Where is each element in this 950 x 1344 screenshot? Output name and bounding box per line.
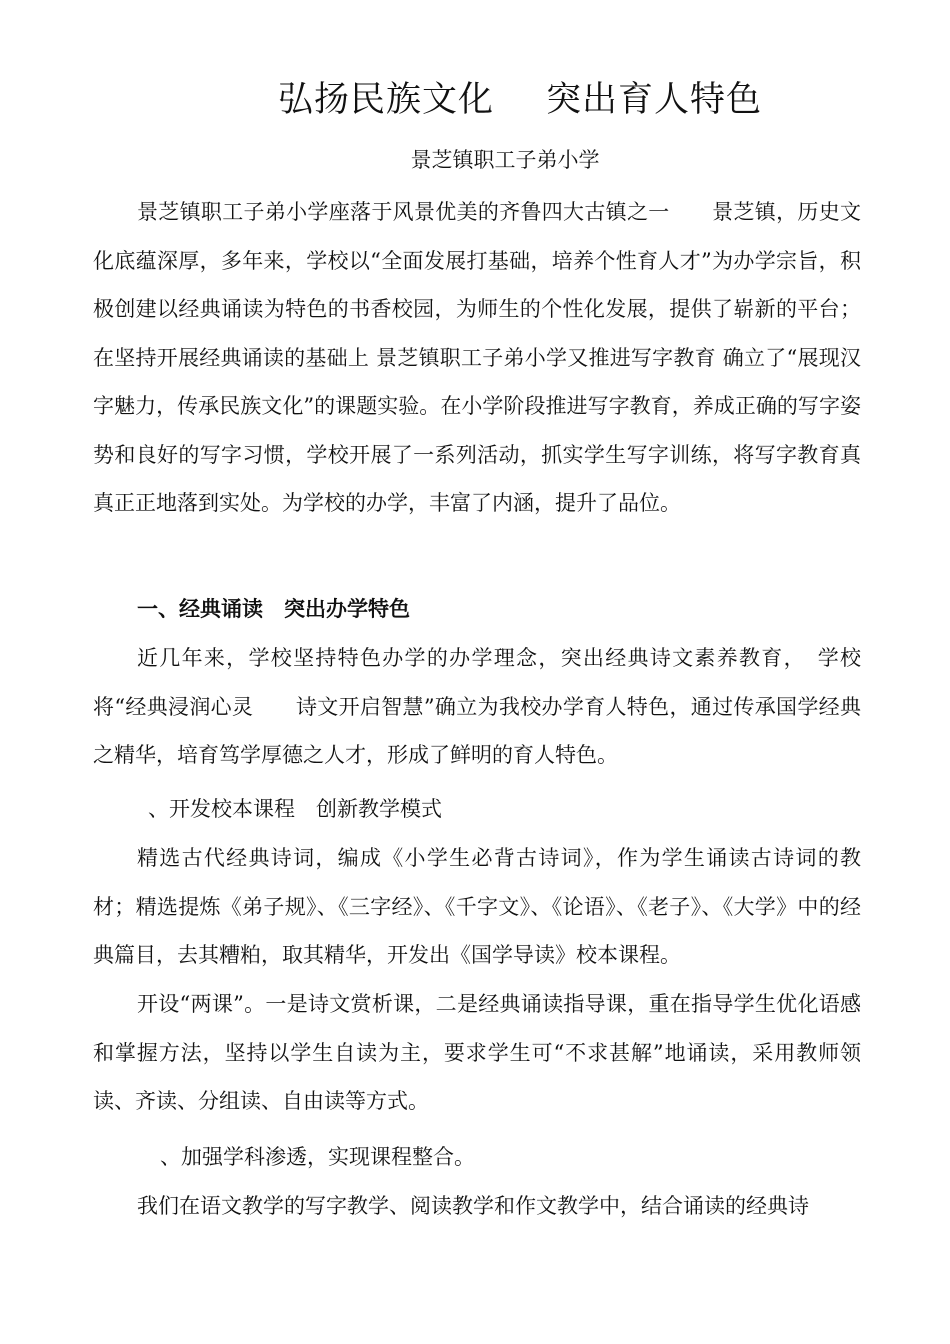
subsection-2-paragraph: 我们在语文教学的写字教学、阅读教学和作文教学中，结合诵读的经典诗 (137, 1194, 809, 1218)
subsection-1-paragraph-2: 开设“两课”。一是诗文赏析课，二是经典诵读指导课，重在指导学生优化语感和掌握方法，坚持以学生自读为主，要求学生可“不求甚解”地诵读，采用教师领读、齐读、分组读、自由读等方式。 (93, 992, 861, 1113)
document-subtitle: 景芝镇职工子弟小学 (410, 148, 600, 172)
subsection-1-heading: 、开发校本课程 创新教学模式 (148, 797, 442, 821)
title-part-2: 突出育人特色 (546, 80, 763, 120)
intro-paragraph: 景芝镇职工子弟小学座落于风景优美的齐鲁四大古镇之一 景芝镇，历史文化底蕴深厚，多年来，学校以“全面发展打基础，培养个性育人才”为办学宗旨，积极创建以经典诵读为特色的书香校园，为师生的个性化发展，提供了崭新的平台；在坚持开展经典诵读的基础上 景芝镇职工子弟小学又推进写字教育 确立了“展现汉字魅力，传承民族文化”的课题实验。在小学阶段推进写字教育，养成正确的写字姿势和良好的写字习惯，学校开展了一系列活动，抓实学生写字训练，将写字教育真真正正地落到实处。为学校的办学，丰富了内涵，提升了品位。 (93, 200, 861, 515)
section-1-heading: 一、经典诵读 突出办学特色 (137, 597, 410, 621)
document-title (0, 78, 950, 122)
subsection-1-paragraph-1: 精选古代经典诗词，编成《小学生必背古诗词》，作为学生诵读古诗词的教材；精选提炼《弟子规》、《三字经》、《千字文》、《论语》、《老子》、《大学》中的经典篇目，去其糟粕，取其精华，开发出《国学导读》校本课程。 (93, 846, 861, 967)
section-1-paragraph: 近几年来，学校坚持特色办学的办学理念，突出经典诗文素养教育， 学校将“经典浸润心灵 诗文开启智慧”确立为我校办学育人特色，通过传承国学经典之精华，培育笃学厚德之人才，形成了鲜明的育人特色。 (93, 646, 861, 767)
subsection-2-heading: 、加强学科渗透，实现课程整合。 (160, 1145, 475, 1169)
title-part-1: 弘扬民族文化 (277, 80, 494, 120)
